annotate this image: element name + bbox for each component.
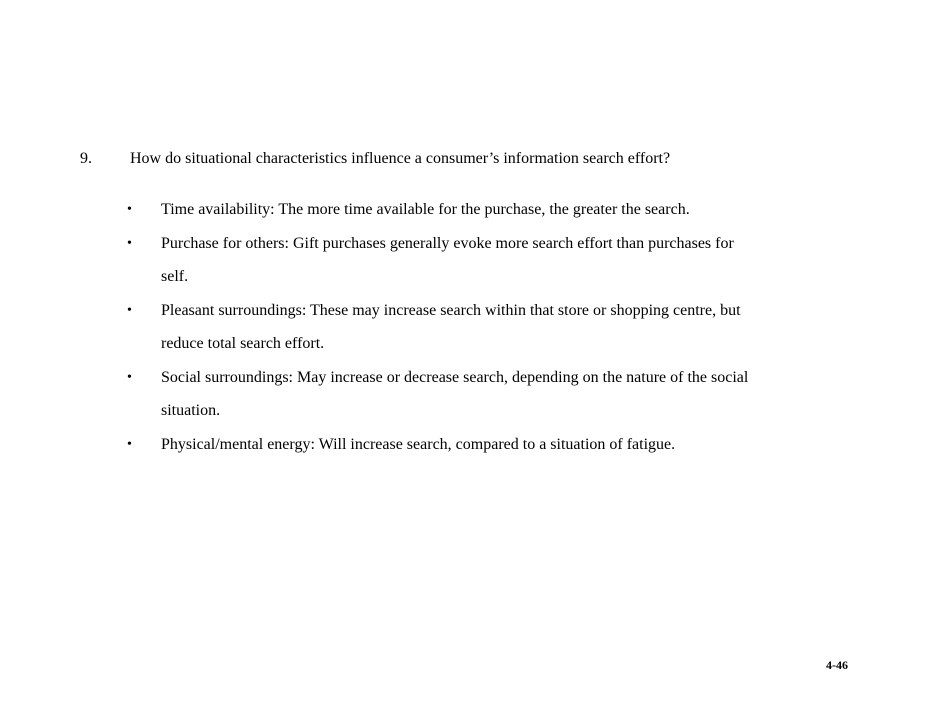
question-text: How do situational characteristics influence a consumer’s information search effort? <box>130 150 671 167</box>
list-item-line: Pleasant surroundings: These may increase search within that store or shopping centre, but <box>161 301 741 319</box>
list-item <box>123 361 883 428</box>
list-item-line: Physical/mental energy: Will increase search, compared to a situation of fatigue. <box>161 435 676 453</box>
bullet-icon: • <box>127 202 132 217</box>
list-item-line: Purchase for others: Gift purchases generally evoke more search effort than purchases for <box>161 234 734 252</box>
page-number: 4-46 <box>826 658 848 672</box>
bullet-icon: • <box>127 436 132 452</box>
answer-bullet-list <box>123 193 883 461</box>
list-item <box>123 193 883 227</box>
list-item-line: Social surroundings: May increase or decrease search, depending on the nature of the social <box>161 368 749 386</box>
list-item-line: Time availability: The more time available for the purchase, the greater the search. <box>161 201 690 218</box>
question-number: 9. <box>80 150 92 167</box>
list-item-line: situation. <box>161 402 221 419</box>
list-item <box>123 428 883 462</box>
list-item <box>123 294 883 361</box>
list-item <box>123 227 883 294</box>
bullet-icon: • <box>127 302 132 318</box>
bullet-icon: • <box>127 235 132 251</box>
list-item-line: reduce total search effort. <box>161 335 325 352</box>
bullet-icon: • <box>127 369 132 385</box>
list-item-line: self. <box>161 268 189 285</box>
